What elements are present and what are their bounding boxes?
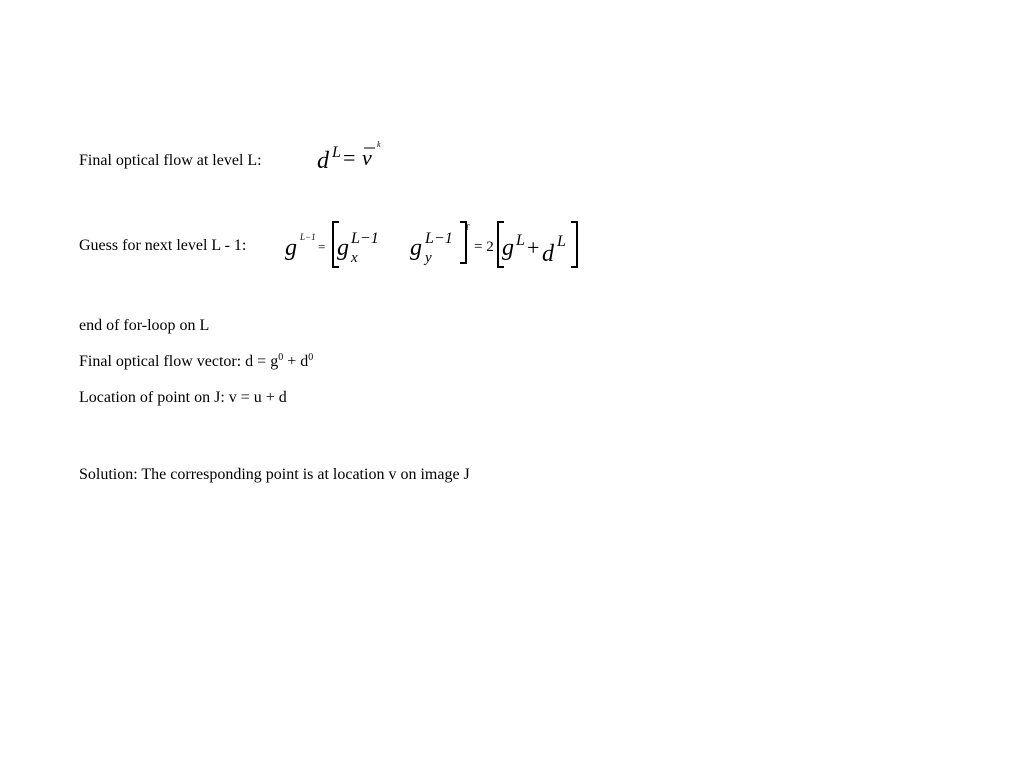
eq-gx-sub: x bbox=[351, 250, 358, 266]
final-vector-sup-1: 0 bbox=[278, 352, 284, 363]
eq-dL-sup: L bbox=[557, 233, 566, 250]
eq-equals-1: = bbox=[318, 239, 326, 254]
eq-g-sup: L−1 bbox=[300, 232, 316, 242]
eq-gy-sup: L−1 bbox=[425, 230, 453, 247]
final-flow-equation bbox=[312, 135, 392, 180]
eq-gx: g bbox=[337, 235, 349, 261]
eq-equals: = bbox=[343, 145, 356, 170]
eq-transpose: T bbox=[465, 223, 470, 232]
eq-gy: g bbox=[410, 235, 422, 261]
final-vector-mid: + d bbox=[283, 353, 309, 370]
guess-equation bbox=[282, 218, 582, 270]
final-flow-label: Final optical flow at level L: bbox=[79, 152, 262, 169]
eq-gL: g bbox=[502, 235, 514, 261]
final-vector-text bbox=[79, 353, 313, 371]
eq-gx-sup: L−1 bbox=[351, 230, 379, 247]
eq-gL-sup: L bbox=[516, 232, 525, 249]
final-vector-sup-2: 0 bbox=[308, 352, 314, 363]
eq-equals-2: = 2 bbox=[474, 239, 494, 255]
eq-g: g bbox=[285, 235, 297, 261]
eq-nu: ν bbox=[362, 145, 372, 170]
eq-gy-sub: y bbox=[425, 250, 432, 266]
eq-sup-k: k bbox=[377, 140, 381, 149]
end-loop-text: end of for-loop on L bbox=[79, 317, 210, 334]
eq-d: d bbox=[317, 148, 329, 174]
guess-label: Guess for next level L - 1: bbox=[79, 237, 247, 254]
right-bracket-2 bbox=[571, 222, 577, 267]
solution-text: Solution: The corresponding point is at location v on image J bbox=[79, 466, 470, 483]
eq-plus: + bbox=[527, 235, 540, 260]
location-text: Location of point on J: v = u + d bbox=[79, 389, 287, 406]
eq-sup-L: L bbox=[332, 144, 341, 161]
final-vector-prefix: Final optical flow vector: d = g bbox=[79, 353, 279, 370]
eq-dL: d bbox=[542, 241, 554, 267]
